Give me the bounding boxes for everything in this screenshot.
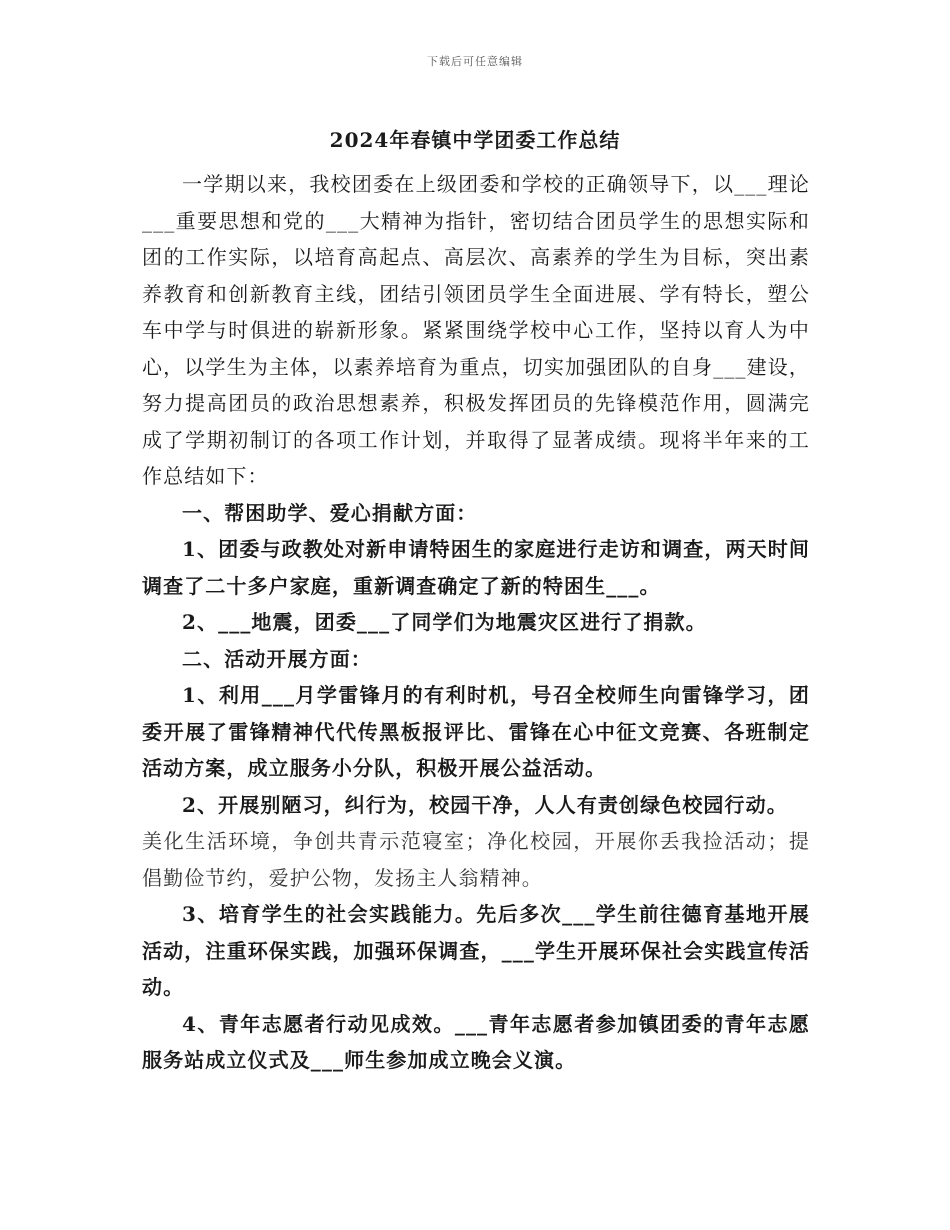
- item-1-1: 1、团委与政教处对新申请特困生的家庭进行走访和调查，两天时间调查了二十多户家庭，重新调查确定了新的特困生___。: [142, 537, 810, 598]
- item-2-3: 3、培育学生的社会实践能力。先后多次___学生前往德育基地开展活动，注重环保实践，加强环保调查，___学生开展环保社会实践宣传活动。: [142, 902, 810, 999]
- item-2-2-detail: 美化生活环境，争创共青示范寝室；净化校园，开展你丢我捡活动；提倡勤俭节约，爱护公物，发扬主人翁精神。: [142, 829, 810, 890]
- section-heading-1: 一、帮困助学、爱心捐献方面：: [182, 500, 478, 525]
- document-body: [142, 166, 810, 1079]
- intro-paragraph: 一学期以来，我校团委在上级团委和学校的正确领导下，以___理论___重要思想和党的___大精神为指针，密切结合团员学生的思想实际和团的工作实际，以培育高起点、高层次、高素养的学生为目标，突出素养教育和创新教育主线，团结引领团员学生全面进展、学有特长，塑公车中学与时俱进的崭新形象。紧紧围绕学校中心工作，坚持以育人为中心，以学生为主体，以素养培育为重点，切实加强团队的自身___建设，努力提高团员的政治思想素养，积极发挥团员的先锋模范作用，圆满完成了学期初制订的各项工作计划，并取得了显著成绩。现将半年来的工作总结如下：: [142, 172, 810, 488]
- section-heading-2: 二、活动开展方面：: [182, 646, 372, 671]
- document-title: 2024年春镇中学团委工作总结: [329, 128, 621, 152]
- item-1-2: 2、___地震，团委___了同学们为地震灾区进行了捐款。: [182, 610, 707, 634]
- item-2-4: 4、青年志愿者行动见成效。___青年志愿者参加镇团委的青年志愿服务站成立仪式及___师生参加成立晚会义演。: [142, 1011, 810, 1072]
- item-2-1: 1、利用___月学雷锋月的有利时机，号召全校师生向雷锋学习，团委开展了雷锋精神代代传黑板报评比、雷锋在心中征文竞赛、各班制定活动方案，成立服务小分队，积极开展公益活动。: [142, 683, 810, 780]
- item-2-2: 2、开展别陋习，纠行为，校园干净，人人有责创绿色校园行动。: [182, 792, 788, 817]
- header-note: 下载后可任意编辑: [427, 55, 523, 68]
